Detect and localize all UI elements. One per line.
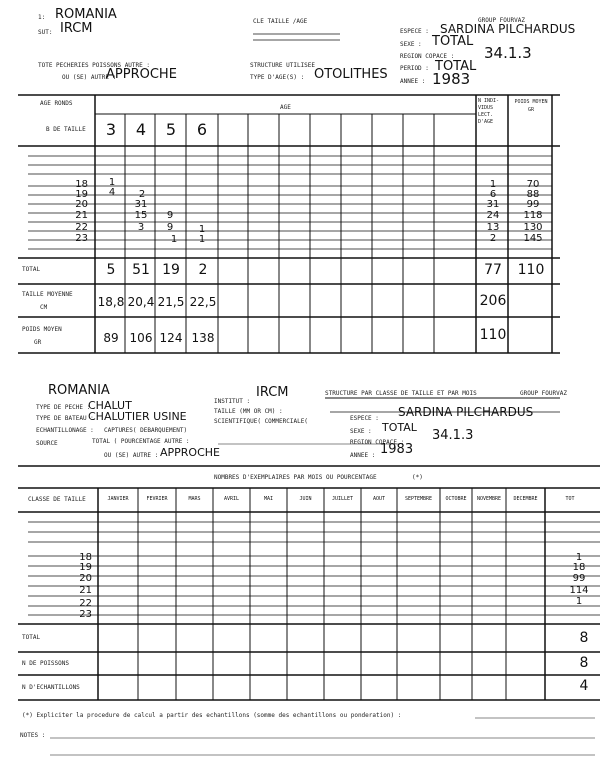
mean-size-6: 22,5 [189, 295, 217, 309]
row-cell: 2 [138, 189, 146, 200]
country-value: ROMANIA [55, 7, 117, 22]
totals-label: TOTAL [22, 266, 41, 273]
month-dec: DECEMBRE [513, 496, 538, 502]
row-cell: 9 [166, 210, 174, 221]
mean-size-total: 206 [479, 293, 507, 309]
total-age-3: 5 [106, 262, 116, 278]
mean-weight-unit: GR [34, 339, 42, 346]
mean-size-3: 18,8 [97, 295, 125, 309]
row-size: 22 [75, 222, 88, 233]
f2-sampling-label: ECHANTILLONAGE : [36, 427, 94, 434]
row-cell: 15 [134, 210, 148, 221]
f2-row-total: 18 [572, 562, 586, 573]
f2-row-size: 23 [79, 609, 92, 620]
age-col-4: 4 [135, 120, 147, 139]
row-weight: 118 [523, 210, 543, 221]
weight-header: POIDS MOYEN GR [514, 99, 548, 113]
region-label: REGION COPACE : [400, 53, 455, 60]
f2-institute-label: INSTITUT : [214, 398, 251, 405]
month-mar: MARS [188, 496, 201, 502]
mean-weight-6: 138 [191, 331, 215, 345]
month-feb: FEVRIER [146, 496, 168, 502]
row-weight: 70 [526, 179, 540, 190]
f2-year-value: 1983 [380, 442, 414, 457]
month-sep: SEPTEMBRE [404, 496, 433, 502]
approach-value: APPROCHE [106, 67, 177, 82]
row-weight: 130 [523, 222, 543, 233]
f2-boat-label: TYPE DE BATEAU : [36, 415, 94, 422]
total-age-5: 19 [162, 262, 180, 278]
sex-value: TOTAL [432, 34, 474, 49]
mean-weight-total: 110 [479, 327, 507, 343]
month-jul: JUILLET [331, 496, 354, 502]
month-total: TOT [565, 496, 575, 502]
f2-subtitle: NOMBRES D'EXEMPLAIRES PAR MOIS OU POURCENTAGE [214, 474, 377, 481]
row-count: 24 [486, 210, 500, 221]
mean-size-5: 21,5 [157, 295, 185, 309]
footer-note: (*) Expliciter la procedure de calcul a partir des echantillons (somme des echantillons ou ponderation) : [22, 712, 402, 719]
group-label: GROUP FOURVAZ [478, 17, 525, 24]
f2-size-header: CLASSE DE TAILLE [28, 496, 86, 503]
f2-samples-label: N D'ECHANTILLONS [22, 684, 80, 691]
fishing-label: TOTE PECHERIES POISSONS AUTRE : [38, 62, 150, 69]
period-label: PERIOD : [400, 65, 429, 72]
species-value: SARDINA PILCHARDUS [440, 22, 576, 36]
f2-total-label: TOTAL ( POURCENTAGE AUTRE : [92, 438, 190, 445]
f2-sex-label: SEXE : [350, 428, 372, 435]
row-size: 21 [75, 210, 88, 221]
f2-region-value: 34.1.3 [432, 428, 474, 443]
mean-weight-label: POIDS MOYEN [22, 326, 62, 333]
institute-value: IRCM [60, 21, 93, 36]
f2-source-label: SOURCE [36, 440, 58, 447]
f2-fishing-value: CHALUT [88, 399, 132, 412]
method-label: TYPE D'AGE(S) : [250, 74, 305, 81]
total-age-4: 51 [132, 262, 150, 278]
month-may: MAI [263, 496, 274, 502]
row-size: 23 [75, 233, 88, 244]
count-header: N INDI-VIDUS LECT. D'AGE [478, 98, 500, 125]
age-rounds-label: AGE RONDS [40, 100, 73, 107]
row-size: 20 [75, 199, 88, 210]
f2-totals-label: TOTAL [22, 634, 41, 641]
f2-row-total: 1 [575, 596, 583, 607]
form-title: CLE TAILLE /AGE [253, 18, 308, 25]
f2-row-size: 21 [79, 585, 92, 596]
row-size: 18 [75, 179, 88, 190]
f2-region-label: REGION COPACE : [350, 439, 405, 446]
age-col-6: 6 [196, 120, 208, 139]
f2-approach-label: OU (SE) AUTRE : [104, 452, 159, 459]
f2-fish-label: N DE POISSONS [22, 660, 69, 667]
mean-weight-4: 106 [129, 331, 153, 345]
f2-sampling-value: CAPTURES( DEBARQUEMENT) [104, 427, 188, 434]
mean-size-unit: CM [40, 304, 48, 311]
month-apr: AVRIL [223, 496, 240, 502]
f2-samples-value: 4 [579, 678, 589, 694]
row-count: 31 [486, 199, 500, 210]
month-nov: NOVEMBRE [476, 496, 502, 502]
f2-fishing-label: TYPE DE PECHE : [36, 404, 91, 411]
f2-subtitle-mark: (*) [412, 474, 423, 481]
total-weight: 110 [517, 262, 545, 278]
f2-row-total: 1 [575, 552, 583, 563]
row-weight: 145 [523, 233, 543, 244]
mean-weight-3: 89 [103, 331, 119, 345]
age-col-5: 5 [165, 120, 177, 139]
total-age-6: 2 [198, 262, 208, 278]
f2-fish-value: 8 [579, 655, 589, 671]
row-cell: 1 [198, 234, 206, 245]
f2-group-label: GROUP FOURVAZ [520, 390, 567, 397]
f2-year-label: ANNEE : [350, 452, 376, 459]
month-jan: JANVIER [107, 496, 129, 502]
f2-row-total: 99 [572, 573, 586, 584]
region-value: 34.1.3 [484, 44, 532, 62]
row-weight: 88 [526, 189, 540, 200]
row-count: 13 [486, 222, 500, 233]
institute-prefix: SUT: [38, 29, 53, 36]
row-cell: 31 [134, 199, 148, 210]
f2-row-total: 114 [569, 585, 589, 596]
f2-row-size: 19 [79, 562, 92, 573]
footer-notes-label: NOTES : [20, 732, 46, 739]
total-count: 77 [484, 262, 502, 278]
country-prefix: 1: [38, 14, 46, 21]
age-header: AGE [280, 104, 291, 111]
period-value: TOTAL [435, 59, 477, 74]
f2-country-value: ROMANIA [48, 383, 110, 398]
mean-size-label: TAILLE MOYENNE [22, 291, 73, 298]
row-count: 6 [489, 189, 497, 200]
age-col-3: 3 [105, 120, 117, 139]
mean-size-4: 20,4 [127, 295, 155, 309]
row-cell: 3 [137, 222, 145, 233]
month-oct: OCTOBRE [445, 496, 467, 502]
row-weight: 99 [526, 199, 540, 210]
row-size: 19 [75, 189, 88, 200]
sex-label: SEXE : [400, 41, 422, 48]
approach-label: OU (SE) AUTRE : [62, 74, 117, 81]
row-cell: 4 [108, 187, 116, 198]
species-label: ESPECE : [400, 28, 429, 35]
f2-species-value: SARDINA PILCHARDUS [398, 405, 534, 419]
row-count: 1 [489, 179, 497, 190]
f2-boat-value: CHALUTIER USINE [88, 410, 187, 423]
f2-sex-value: TOTAL [382, 421, 417, 434]
structure-label: STRUCTURE UTILISEE [250, 62, 316, 69]
f2-size-label: TAILLE (MM OR CM) : [214, 408, 283, 415]
row-cell: 1 [198, 224, 206, 235]
f2-institute-value: IRCM [256, 385, 289, 400]
size-class-label: B DE TAILLE [46, 126, 86, 133]
f2-species-label: ESPECE : [350, 415, 379, 422]
f2-approach-value: APPROCHE [160, 446, 220, 459]
month-aug: AOUT [372, 496, 386, 502]
row-cell: 9 [166, 222, 174, 233]
f2-commercial: SCIENTIFIQUE( COMMERCIALE( [214, 418, 308, 425]
f2-row-size: 22 [79, 598, 92, 609]
year-label: ANNEE : [400, 78, 426, 85]
row-count: 2 [489, 233, 497, 244]
f2-row-size: 18 [79, 552, 92, 563]
f2-row-size: 20 [79, 573, 92, 584]
method-value: OTOLITHES [314, 67, 388, 82]
year-value: 1983 [432, 70, 471, 88]
month-jun: JUIN [299, 496, 312, 502]
row-cell: 1 [170, 234, 178, 245]
mean-weight-5: 124 [159, 331, 183, 345]
row-cell: 1 [108, 177, 116, 188]
f2-structure-title: STRUCTURE PAR CLASSE DE TAILLE ET PAR MOIS [325, 390, 477, 397]
f2-totals-value: 8 [579, 630, 589, 646]
